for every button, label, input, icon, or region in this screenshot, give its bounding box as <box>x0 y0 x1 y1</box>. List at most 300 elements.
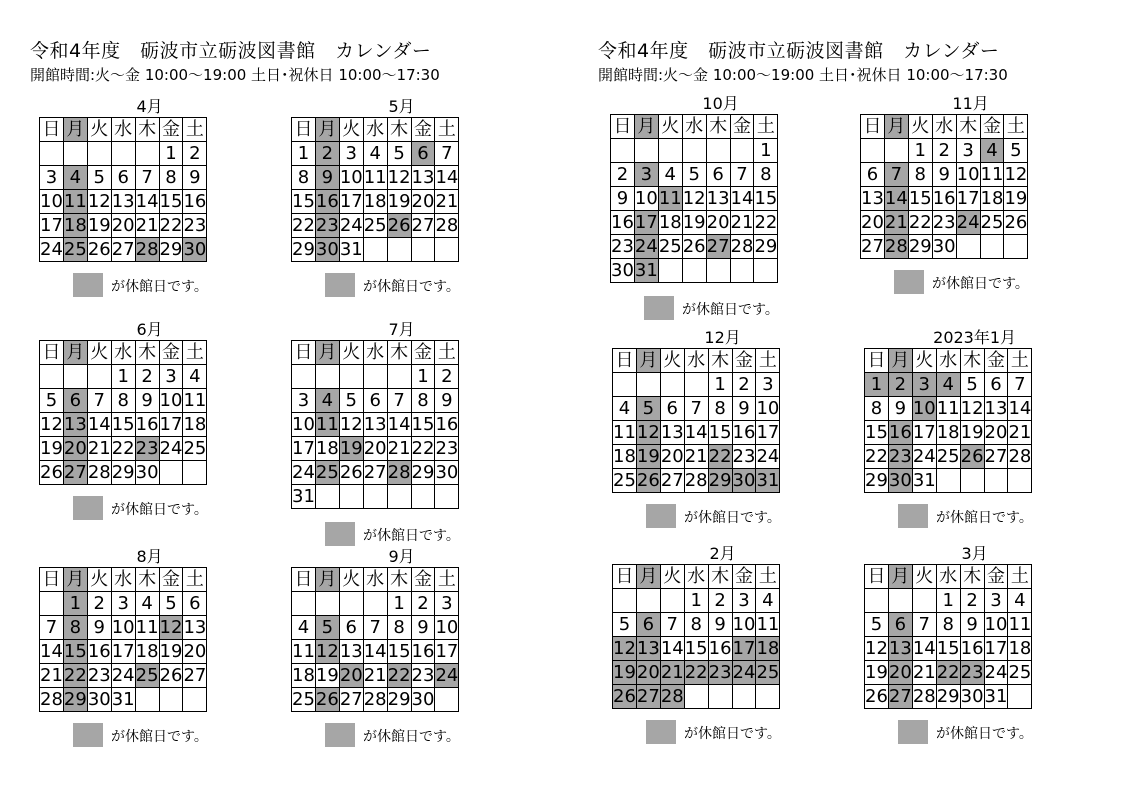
weekday-header: 木 <box>708 565 732 589</box>
empty-cell <box>363 365 387 389</box>
weekday-header: 土 <box>756 349 780 373</box>
weekday-header: 水 <box>363 118 387 142</box>
empty-cell <box>956 235 980 259</box>
empty-cell <box>183 688 207 712</box>
day-cell: 7 <box>363 616 387 640</box>
day-cell: 25 <box>613 469 636 491</box>
weekday-header: 日 <box>40 118 64 142</box>
day-cell: 30 <box>315 238 339 260</box>
day-cell: 11 <box>980 163 1004 185</box>
empty-cell <box>315 485 339 509</box>
day-cell: 7 <box>40 616 64 640</box>
closed-legend-text: が休館日です。 <box>363 527 460 544</box>
day-cell: 2 <box>135 365 159 389</box>
day-cell: 19 <box>1004 187 1028 209</box>
day-cell: 5 <box>387 142 411 166</box>
weekday-header: 木 <box>135 568 159 592</box>
day-cell: 2 <box>183 142 207 166</box>
weekday-header: 月 <box>888 565 912 589</box>
day-cell: 9 <box>183 166 207 190</box>
day-cell: 4 <box>183 365 207 389</box>
weekday-header: 木 <box>387 118 411 142</box>
day-cell: 9 <box>611 187 635 211</box>
day-cell: 7 <box>884 163 908 187</box>
day-cell: 29 <box>865 469 888 491</box>
day-cell: 6 <box>411 142 435 166</box>
day-cell: 6 <box>183 592 207 616</box>
day-cell: 12 <box>339 413 363 435</box>
day-cell: 9 <box>960 613 984 637</box>
day-cell: 31 <box>756 469 780 491</box>
month-grid <box>860 114 1028 259</box>
day-cell: 5 <box>1004 139 1028 163</box>
day-cell: 6 <box>363 389 387 413</box>
empty-cell <box>706 259 730 283</box>
closed-legend-text: が休館日です。 <box>111 502 208 518</box>
weekday-header: 水 <box>936 565 960 589</box>
weekday-header: 土 <box>1008 565 1032 589</box>
day-cell: 8 <box>865 397 889 421</box>
day-cell: 2 <box>732 373 756 397</box>
day-cell: 6 <box>111 166 135 190</box>
weekday-header: 金 <box>732 349 756 373</box>
day-cell: 2 <box>708 589 732 613</box>
empty-cell <box>315 365 339 389</box>
day-cell: 29 <box>387 688 411 710</box>
empty-cell <box>435 688 459 712</box>
weekday-header: 金 <box>159 568 183 592</box>
closed-legend-text: が休館日です。 <box>682 301 779 318</box>
day-cell: 25 <box>980 211 1004 233</box>
day-cell: 18 <box>936 421 960 443</box>
day-cell: 4 <box>756 589 780 613</box>
day-cell: 31 <box>339 238 363 260</box>
month-grid <box>610 114 778 283</box>
calendar-sheet-left <box>0 0 560 790</box>
day-cell: 24 <box>732 661 756 683</box>
day-cell: 28 <box>435 214 459 236</box>
day-cell: 2 <box>435 365 459 389</box>
day-cell: 24 <box>756 445 780 467</box>
month-grid <box>291 117 459 262</box>
closed-legend-text: が休館日です。 <box>932 276 1029 292</box>
day-cell: 2 <box>960 589 984 613</box>
closed-swatch <box>325 723 355 747</box>
closed-legend-text: が休館日です。 <box>363 729 460 745</box>
day-cell: 25 <box>756 661 780 683</box>
empty-cell <box>980 235 1004 259</box>
day-cell: 4 <box>63 166 87 190</box>
closed-swatch <box>73 723 103 747</box>
weekday-header: 火 <box>658 115 682 139</box>
day-cell: 23 <box>888 445 912 467</box>
empty-cell <box>339 365 363 389</box>
day-cell: 15 <box>63 640 87 662</box>
day-cell: 13 <box>888 637 912 659</box>
day-cell: 22 <box>159 214 183 236</box>
day-cell: 28 <box>87 461 111 483</box>
day-cell: 30 <box>183 238 207 260</box>
day-cell: 27 <box>984 445 1008 467</box>
day-cell: 21 <box>912 661 936 683</box>
day-cell: 19 <box>40 437 63 459</box>
day-cell: 25 <box>135 664 159 686</box>
day-cell: 4 <box>1008 589 1032 613</box>
weekday-header: 日 <box>292 341 316 365</box>
empty-cell <box>682 139 706 163</box>
day-cell: 27 <box>63 461 87 483</box>
day-cell: 9 <box>135 389 159 413</box>
empty-cell <box>984 469 1008 493</box>
day-cell: 10 <box>111 616 135 638</box>
day-cell: 21 <box>135 214 159 236</box>
day-cell: 2 <box>315 142 339 166</box>
day-cell: 18 <box>658 211 682 233</box>
day-cell: 5 <box>636 397 660 421</box>
day-cell: 29 <box>708 469 732 491</box>
day-cell: 20 <box>660 445 684 467</box>
day-cell: 18 <box>63 214 87 236</box>
empty-cell <box>40 142 64 166</box>
day-cell: 26 <box>682 235 706 257</box>
day-cell: 17 <box>159 413 183 435</box>
month-grid <box>39 567 207 712</box>
day-cell: 13 <box>183 616 207 638</box>
day-cell: 15 <box>684 637 708 659</box>
month-grid <box>612 348 780 493</box>
day-cell: 15 <box>387 640 411 662</box>
day-cell: 9 <box>708 613 732 637</box>
month-title: 4月 <box>136 97 163 116</box>
day-cell: 11 <box>292 640 315 662</box>
day-cell: 19 <box>315 664 339 686</box>
day-cell: 30 <box>411 688 435 710</box>
day-cell: 7 <box>730 163 754 187</box>
calendar-sheet-right <box>568 0 1128 790</box>
day-cell: 7 <box>135 166 159 190</box>
empty-cell <box>63 365 87 389</box>
day-cell: 19 <box>865 661 888 683</box>
weekday-header: 月 <box>63 118 87 142</box>
month-grid <box>864 564 1032 709</box>
empty-cell <box>636 373 660 397</box>
day-cell: 10 <box>292 413 315 435</box>
day-cell: 26 <box>315 688 339 710</box>
month-title: 5月 <box>388 97 415 116</box>
empty-cell <box>636 589 660 613</box>
day-cell: 14 <box>435 166 459 188</box>
day-cell: 3 <box>435 592 459 616</box>
day-cell: 16 <box>708 637 732 659</box>
day-cell: 11 <box>1008 613 1032 635</box>
day-cell: 19 <box>682 211 706 233</box>
empty-cell <box>183 461 207 485</box>
empty-cell <box>435 238 459 262</box>
day-cell: 2 <box>611 163 635 187</box>
day-cell: 14 <box>363 640 387 662</box>
empty-cell <box>611 139 635 163</box>
day-cell: 5 <box>315 616 339 640</box>
day-cell: 24 <box>435 664 459 686</box>
day-cell: 5 <box>960 373 984 397</box>
day-cell: 1 <box>411 365 435 389</box>
empty-cell <box>888 589 912 613</box>
opening-hours: 開館時間:火～金 10:00～19:00 土日･祝休日 10:00～17:30 <box>598 66 1008 84</box>
day-cell: 1 <box>936 589 960 613</box>
day-cell: 23 <box>708 661 732 683</box>
day-cell: 7 <box>387 389 411 413</box>
closed-legend-text: が休館日です。 <box>684 726 781 742</box>
day-cell: 27 <box>660 469 684 491</box>
day-cell: 27 <box>363 461 387 483</box>
day-cell: 29 <box>63 688 87 710</box>
month-title: 9月 <box>388 547 415 566</box>
day-cell: 26 <box>40 461 63 483</box>
weekday-header: 水 <box>684 349 708 373</box>
day-cell: 14 <box>1008 397 1032 419</box>
weekday-header: 水 <box>111 118 135 142</box>
day-cell: 21 <box>684 445 708 467</box>
day-cell: 9 <box>932 163 956 187</box>
day-cell: 25 <box>936 445 960 467</box>
empty-cell <box>387 485 411 509</box>
weekday-header: 水 <box>936 349 960 373</box>
day-cell: 27 <box>636 685 660 707</box>
empty-cell <box>708 685 732 709</box>
day-cell: 1 <box>387 592 411 616</box>
empty-cell <box>756 685 780 709</box>
weekday-header: 日 <box>292 568 316 592</box>
day-cell: 9 <box>888 397 912 421</box>
day-cell: 29 <box>411 461 435 483</box>
month-title: 12月 <box>704 328 741 347</box>
day-cell: 17 <box>756 421 780 443</box>
day-cell: 20 <box>984 421 1008 443</box>
day-cell: 29 <box>754 235 778 257</box>
day-cell: 21 <box>40 664 63 686</box>
day-cell: 13 <box>636 637 660 659</box>
weekday-header: 水 <box>111 568 135 592</box>
day-cell: 19 <box>387 190 411 212</box>
day-cell: 9 <box>411 616 435 640</box>
day-cell: 18 <box>135 640 159 662</box>
day-cell: 12 <box>87 190 111 212</box>
day-cell: 8 <box>387 616 411 640</box>
month-grid <box>612 564 780 709</box>
day-cell: 13 <box>411 166 435 188</box>
weekday-header: 火 <box>660 565 684 589</box>
closed-swatch <box>325 522 355 546</box>
day-cell: 25 <box>292 688 315 710</box>
day-cell: 15 <box>936 637 960 659</box>
day-cell: 12 <box>315 640 339 662</box>
day-cell: 7 <box>1008 373 1032 397</box>
month-title: 8月 <box>136 547 163 566</box>
month-title: 7月 <box>388 320 415 339</box>
day-cell: 8 <box>411 389 435 413</box>
empty-cell <box>730 139 754 163</box>
day-cell: 23 <box>183 214 207 236</box>
day-cell: 1 <box>754 139 778 163</box>
day-cell: 7 <box>660 613 684 637</box>
day-cell: 24 <box>339 214 363 236</box>
day-cell: 7 <box>435 142 459 166</box>
closed-swatch <box>646 504 676 528</box>
weekday-header: 金 <box>980 115 1004 139</box>
day-cell: 13 <box>111 190 135 212</box>
day-cell: 7 <box>912 613 936 637</box>
day-cell: 26 <box>1004 211 1028 233</box>
empty-cell <box>435 485 459 509</box>
empty-cell <box>613 589 637 613</box>
day-cell: 13 <box>363 413 387 435</box>
month-grid <box>291 340 459 509</box>
day-cell: 25 <box>658 235 682 257</box>
weekday-header: 土 <box>754 115 778 139</box>
day-cell: 30 <box>932 235 956 257</box>
day-cell: 16 <box>435 413 459 435</box>
day-cell: 25 <box>63 238 87 260</box>
empty-cell <box>684 373 708 397</box>
weekday-header: 土 <box>183 118 207 142</box>
day-cell: 28 <box>884 235 908 257</box>
empty-cell <box>754 259 778 283</box>
day-cell: 25 <box>315 461 339 483</box>
weekday-header: 日 <box>611 115 635 139</box>
day-cell: 22 <box>387 664 411 686</box>
weekday-header: 火 <box>87 118 111 142</box>
day-cell: 10 <box>339 166 363 188</box>
weekday-header: 金 <box>411 341 435 365</box>
day-cell: 31 <box>292 485 315 507</box>
weekday-header: 月 <box>315 568 339 592</box>
day-cell: 10 <box>756 397 780 419</box>
empty-cell <box>387 238 411 262</box>
day-cell: 16 <box>888 421 912 443</box>
day-cell: 24 <box>40 238 63 260</box>
day-cell: 15 <box>708 421 732 443</box>
day-cell: 12 <box>865 637 888 659</box>
day-cell: 6 <box>984 373 1008 397</box>
day-cell: 2 <box>888 373 912 397</box>
empty-cell <box>613 373 637 397</box>
day-cell: 10 <box>956 163 980 185</box>
weekday-header: 金 <box>984 565 1008 589</box>
day-cell: 11 <box>63 190 87 212</box>
day-cell: 13 <box>339 640 363 662</box>
day-cell: 16 <box>183 190 207 212</box>
day-cell: 27 <box>861 235 884 257</box>
day-cell: 13 <box>660 421 684 443</box>
day-cell: 8 <box>292 166 316 190</box>
closed-swatch <box>644 296 674 320</box>
closed-swatch <box>894 270 924 294</box>
day-cell: 16 <box>932 187 956 209</box>
day-cell: 1 <box>708 373 732 397</box>
day-cell: 31 <box>984 685 1008 707</box>
day-cell: 26 <box>339 461 363 483</box>
empty-cell <box>411 485 435 509</box>
weekday-header: 火 <box>339 568 363 592</box>
weekday-header: 日 <box>865 565 889 589</box>
day-cell: 24 <box>634 235 658 257</box>
day-cell: 8 <box>754 163 778 187</box>
day-cell: 17 <box>634 211 658 233</box>
day-cell: 9 <box>732 397 756 421</box>
day-cell: 6 <box>861 163 885 187</box>
day-cell: 14 <box>87 413 111 435</box>
day-cell: 26 <box>387 214 411 236</box>
day-cell: 2 <box>87 592 111 616</box>
day-cell: 11 <box>658 187 682 209</box>
day-cell: 31 <box>912 469 936 491</box>
day-cell: 5 <box>682 163 706 187</box>
empty-cell <box>411 238 435 262</box>
day-cell: 15 <box>111 413 135 435</box>
day-cell: 11 <box>363 166 387 188</box>
day-cell: 23 <box>960 661 984 683</box>
closed-swatch <box>898 720 928 744</box>
weekday-header: 火 <box>87 568 111 592</box>
empty-cell <box>730 259 754 283</box>
day-cell: 4 <box>658 163 682 187</box>
empty-cell <box>111 142 135 166</box>
day-cell: 22 <box>754 211 778 233</box>
day-cell: 20 <box>363 437 387 459</box>
day-cell: 22 <box>908 211 932 233</box>
weekday-header: 月 <box>63 568 87 592</box>
day-cell: 20 <box>339 664 363 686</box>
day-cell: 19 <box>339 437 363 459</box>
day-cell: 22 <box>684 661 708 683</box>
day-cell: 10 <box>984 613 1008 635</box>
day-cell: 19 <box>960 421 984 443</box>
weekday-header: 火 <box>908 115 932 139</box>
weekday-header: 土 <box>1004 115 1028 139</box>
day-cell: 14 <box>912 637 936 659</box>
day-cell: 19 <box>613 661 636 683</box>
weekday-header: 月 <box>636 565 660 589</box>
weekday-header: 土 <box>435 568 459 592</box>
day-cell: 28 <box>684 469 708 491</box>
day-cell: 22 <box>411 437 435 459</box>
empty-cell <box>912 589 936 613</box>
weekday-header: 金 <box>411 568 435 592</box>
weekday-header: 木 <box>387 341 411 365</box>
day-cell: 18 <box>756 637 780 659</box>
month-title: 11月 <box>952 94 989 113</box>
day-cell: 19 <box>159 640 183 662</box>
day-cell: 30 <box>611 259 634 281</box>
day-cell: 15 <box>292 190 315 212</box>
day-cell: 30 <box>435 461 459 483</box>
day-cell: 30 <box>732 469 756 491</box>
day-cell: 5 <box>613 613 637 637</box>
day-cell: 17 <box>732 637 756 659</box>
day-cell: 13 <box>984 397 1008 419</box>
sheet-title: 令和4年度 砺波市立砺波図書館 カレンダー <box>598 40 1000 62</box>
day-cell: 23 <box>732 445 756 467</box>
day-cell: 19 <box>636 445 660 467</box>
day-cell: 3 <box>984 589 1008 613</box>
day-cell: 27 <box>339 688 363 710</box>
empty-cell <box>732 685 756 709</box>
day-cell: 12 <box>613 637 636 659</box>
weekday-header: 月 <box>888 349 912 373</box>
month-title: 10月 <box>702 94 739 113</box>
closed-legend-text: が休館日です。 <box>111 279 208 295</box>
day-cell: 22 <box>63 664 87 686</box>
